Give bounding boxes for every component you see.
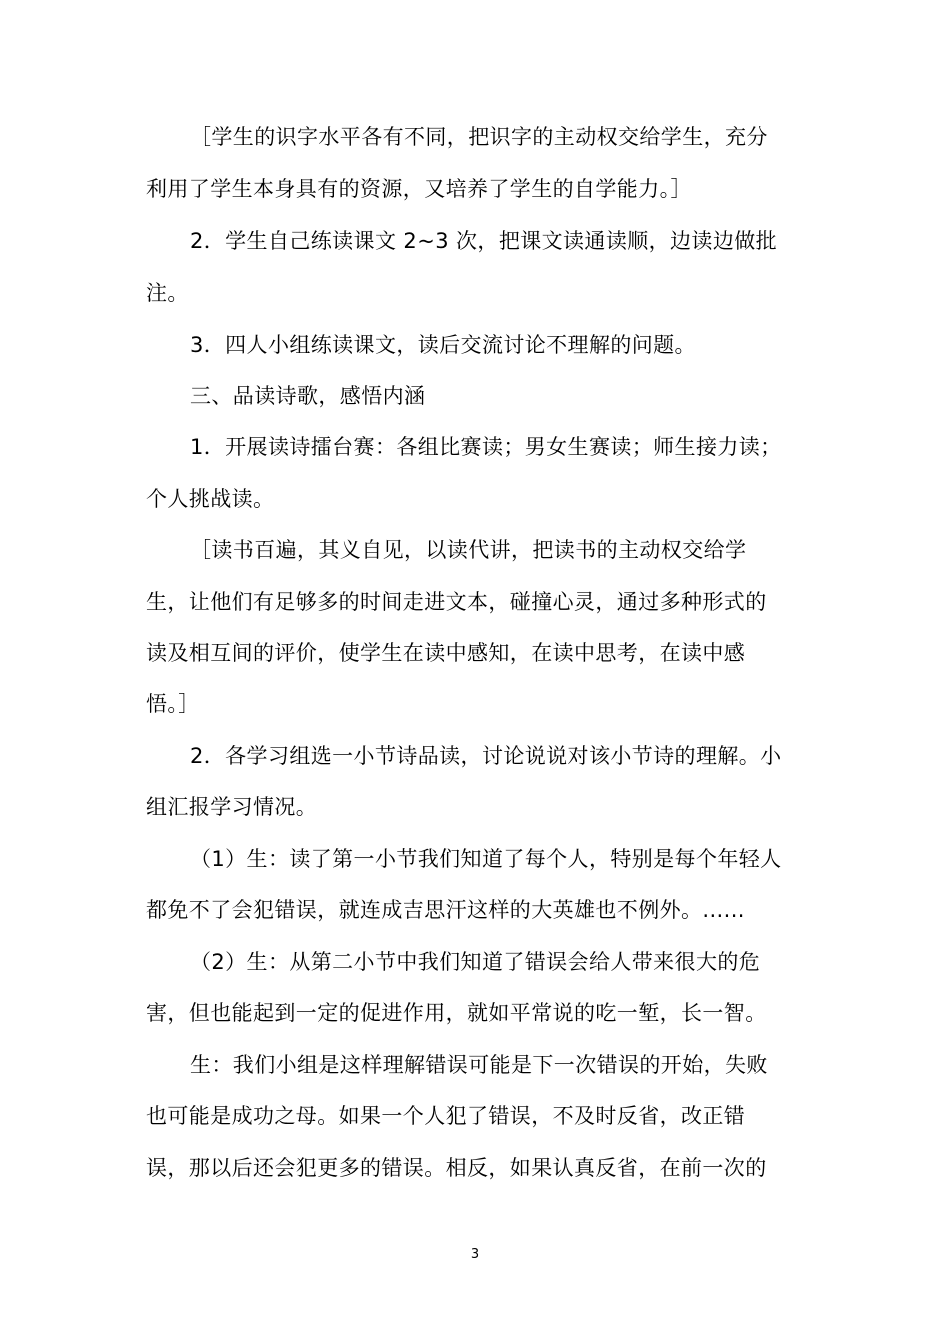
paragraph-line: （1）生：读了第一小节我们知道了每个人，特别是每个年轻人 bbox=[190, 847, 782, 871]
paragraph-line: 利用了学生本身具有的资源，又培养了学生的自学能力。］ bbox=[146, 177, 692, 201]
page-number: 3 bbox=[470, 1247, 480, 1262]
paragraph-line: 组汇报学习情况。 bbox=[146, 795, 318, 819]
paragraph-line: 读及相互间的评价，使学生在读中感知，在读中思考，在读中感 bbox=[146, 641, 746, 665]
section-heading: 三、品读诗歌，感悟内涵 bbox=[190, 384, 426, 408]
paragraph-line: 也可能是成功之母。如果一个人犯了错误，不及时反省，改正错 bbox=[146, 1104, 746, 1128]
paragraph-line: 2．学生自己练读课文 2~3 次，把课文读通读顺，边读边做批 bbox=[190, 229, 778, 253]
paragraph-line: ［学生的识字水平各有不同，把识字的主动权交给学生，充分 bbox=[190, 125, 768, 149]
paragraph-line: 都免不了会犯错误，就连成吉思汗这样的大英雄也不例外。...... bbox=[146, 898, 745, 922]
paragraph-line: （2）生：从第二小节中我们知道了错误会给人带来很大的危 bbox=[190, 950, 761, 974]
paragraph-line: 2．各学习组选一小节诗品读，讨论说说对该小节诗的理解。小 bbox=[190, 744, 782, 768]
paragraph-line: 注。 bbox=[146, 281, 189, 305]
paragraph-line: 生：我们小组是这样理解错误可能是下一次错误的开始，失败 bbox=[190, 1053, 768, 1077]
paragraph-line: 生，让他们有足够多的时间走进文本，碰撞心灵，通过多种形式的 bbox=[146, 590, 767, 614]
paragraph-line: 误，那以后还会犯更多的错误。相反，如果认真反省，在前一次的 bbox=[146, 1156, 767, 1180]
paragraph-line: 1．开展读诗擂台赛：各组比赛读；男女生赛读；师生接力读； bbox=[190, 435, 782, 459]
paragraph-line: ［读书百遍，其义自见，以读代讲，把读书的主动权交给学 bbox=[190, 538, 747, 562]
paragraph-line: 害，但也能起到一定的促进作用，就如平常说的吃一堑，长一智。 bbox=[146, 1001, 767, 1025]
paragraph-line: 个人挑战读。 bbox=[146, 487, 275, 511]
paragraph-line: 3．四人小组练读课文，读后交流讨论不理解的问题。 bbox=[190, 333, 696, 357]
paragraph-line: 悟。］ bbox=[146, 692, 200, 716]
